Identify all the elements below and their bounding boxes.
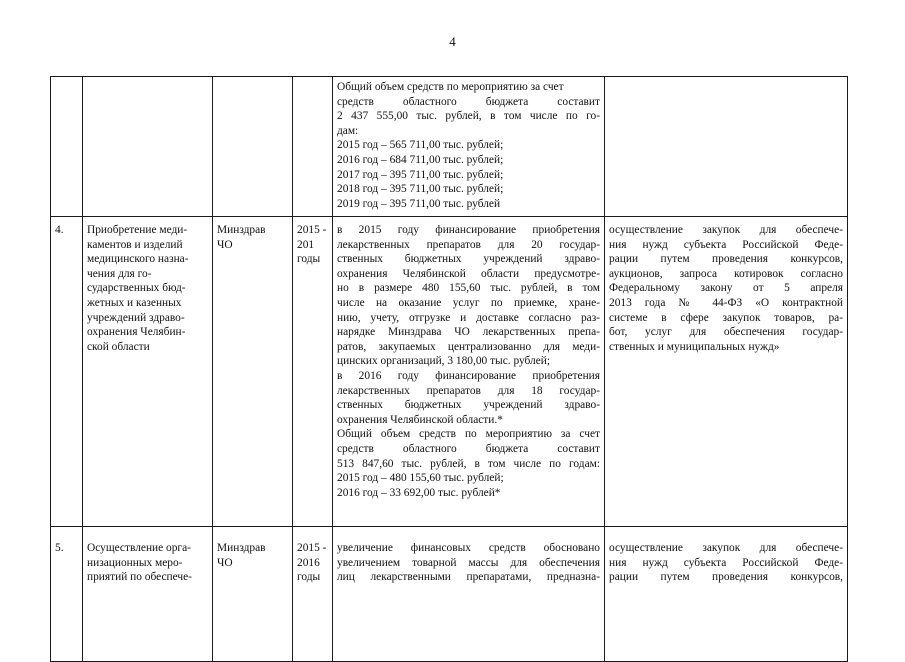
- text-line: осуществление закупок для обеспече-: [609, 224, 843, 236]
- text-line: но в размере 480 155,60 тыс. рублей, в том: [337, 282, 600, 295]
- cell-period: [293, 217, 333, 527]
- desc-line: средств областного бюджета составит: [337, 95, 600, 108]
- text-line: Федеральному закону от 5 апреля: [609, 282, 843, 295]
- text-line: увеличение финансовых средств обосновано: [337, 542, 600, 554]
- text-line: осуществление закупок для обеспече-: [609, 542, 843, 554]
- text-line: лекарственных препаратов для 20 государ-: [337, 238, 600, 251]
- desc-line: 2018 год – 395 711,00 тыс. рублей;: [337, 183, 504, 196]
- text-line: рации путем проведения конкурсов,: [609, 253, 843, 266]
- text-line: годы: [297, 253, 321, 266]
- text-line: учреждений здраво-: [87, 311, 185, 324]
- text-line: 513 847,60 тыс. рублей, в том числе по годам:: [337, 457, 600, 470]
- text-line: Общий объем средств по мероприятию за счет: [337, 428, 600, 441]
- text-line: охранения Челябин-: [87, 326, 186, 339]
- text-line: бот, услуг для обеспечения государ-: [609, 326, 843, 339]
- text-line: Приобретение меди-: [87, 224, 188, 236]
- cell-num-empty: [51, 77, 83, 217]
- text-line: лекарственных препаратов для 18 государ-: [337, 384, 600, 397]
- text-line: рации путем проведения конкурсов,: [609, 571, 843, 584]
- desc-line: 2 437 555,00 тыс. рублей, в том числе по го-: [337, 110, 600, 123]
- cell-num: [51, 527, 83, 662]
- text-line: приятий по обеспече-: [87, 571, 192, 584]
- cell-description: [333, 217, 605, 527]
- cell-executor: [213, 527, 293, 662]
- text-line: жетных и казенных: [87, 296, 182, 309]
- cell-description: [333, 77, 605, 217]
- page-number: 4: [449, 34, 456, 49]
- text-line: чения для го-: [87, 267, 152, 280]
- desc-line: 2015 год – 565 711,00 тыс. рублей;: [337, 139, 504, 152]
- desc-line: 2019 год – 395 711,00 тыс. рублей: [337, 197, 501, 210]
- text-line: средств областного бюджета составит: [337, 442, 600, 455]
- text-line: ственных и муниципальных нужд»: [609, 340, 780, 353]
- text-line: 2015 -: [297, 224, 327, 236]
- text-line: Осуществление орга-: [87, 542, 191, 554]
- text-line: 2016 год – 33 692,00 тыс. рублей*: [337, 486, 501, 499]
- table-row-5: [51, 527, 848, 662]
- text-line: ния нужд субъекта Российской Феде-: [609, 238, 843, 251]
- text-line: каментов и изделий: [87, 238, 183, 251]
- text-line: ратов, закупаемых централизованно для меди-: [337, 340, 600, 353]
- cell-mechanism-empty: [605, 77, 848, 217]
- table-row-4: [51, 217, 848, 527]
- measures-table: [50, 76, 848, 662]
- cell-name: [83, 217, 213, 527]
- text-line: годы: [297, 571, 321, 584]
- text-line: нию, учету, отгрузке и доставке согласно раз-: [337, 311, 600, 324]
- cell-mechanism: [605, 527, 848, 662]
- text-line: 2013 года № 44-ФЗ «О контрактной: [609, 296, 843, 309]
- text-line: аукционов, запроса котировок согласно: [609, 267, 843, 280]
- cell-executor-empty: [213, 77, 293, 217]
- cell-period-empty: [293, 77, 333, 217]
- cell-name-empty: [83, 77, 213, 217]
- text-line: ЧО: [217, 238, 233, 251]
- text-line: Минздрав: [217, 542, 266, 554]
- text-line: 4.: [55, 224, 64, 236]
- text-line: охранения Челябинской области.*: [337, 413, 503, 426]
- text-line: медицинского назна-: [87, 253, 189, 266]
- text-line: 5.: [55, 542, 64, 554]
- cell-period: [293, 527, 333, 662]
- cell-mechanism: [605, 217, 848, 527]
- text-line: системе в сфере закупок товаров, ра-: [609, 311, 843, 324]
- desc-line: 2016 год – 684 711,00 тыс. рублей;: [337, 153, 504, 166]
- desc-line: дам:: [337, 124, 359, 137]
- table-row-continued: [51, 77, 848, 217]
- text-line: охранения Челябинской области предусмотре-: [337, 267, 600, 280]
- cell-name: [83, 527, 213, 662]
- text-line: сударственных бюд-: [87, 282, 186, 295]
- cell-description: [333, 527, 605, 662]
- text-line: ЧО: [217, 556, 233, 569]
- text-line: цинских организаций, 3 180,00 тыс. рублей;: [337, 355, 551, 368]
- text-line: нарядке Минздрава ЧО лекарственных препа-: [337, 326, 600, 339]
- text-line: в 2016 году финансирование приобретения: [337, 369, 600, 382]
- text-line: ственных бюджетных учреждений здраво-: [337, 399, 600, 412]
- cell-executor: [213, 217, 293, 527]
- text-line: лиц лекарственными препаратами, предназна-: [337, 571, 600, 584]
- text-line: ния нужд субъекта Российской Феде-: [609, 556, 843, 569]
- text-line: в 2015 году финансирование приобретения: [337, 224, 600, 236]
- text-line: числе на оказание услуг по приемке, хране-: [337, 296, 600, 309]
- text-line: ственных бюджетных учреждений здраво-: [337, 253, 600, 266]
- text-line: низационных меро-: [87, 556, 183, 569]
- text-line: ской области: [87, 340, 150, 353]
- text-line: Минздрав: [217, 224, 266, 236]
- desc-line: 2017 год – 395 711,00 тыс. рублей;: [337, 168, 504, 181]
- text-line: 201: [297, 238, 315, 251]
- text-line: 2015 год – 480 155,60 тыс. рублей;: [337, 472, 504, 485]
- text-line: 2016: [297, 556, 320, 569]
- desc-line: Общий объем средств по мероприятию за счет: [337, 81, 564, 93]
- cell-num: [51, 217, 83, 527]
- text-line: увеличением товарной массы для обеспечения: [337, 556, 600, 569]
- text-line: 2015 -: [297, 542, 327, 554]
